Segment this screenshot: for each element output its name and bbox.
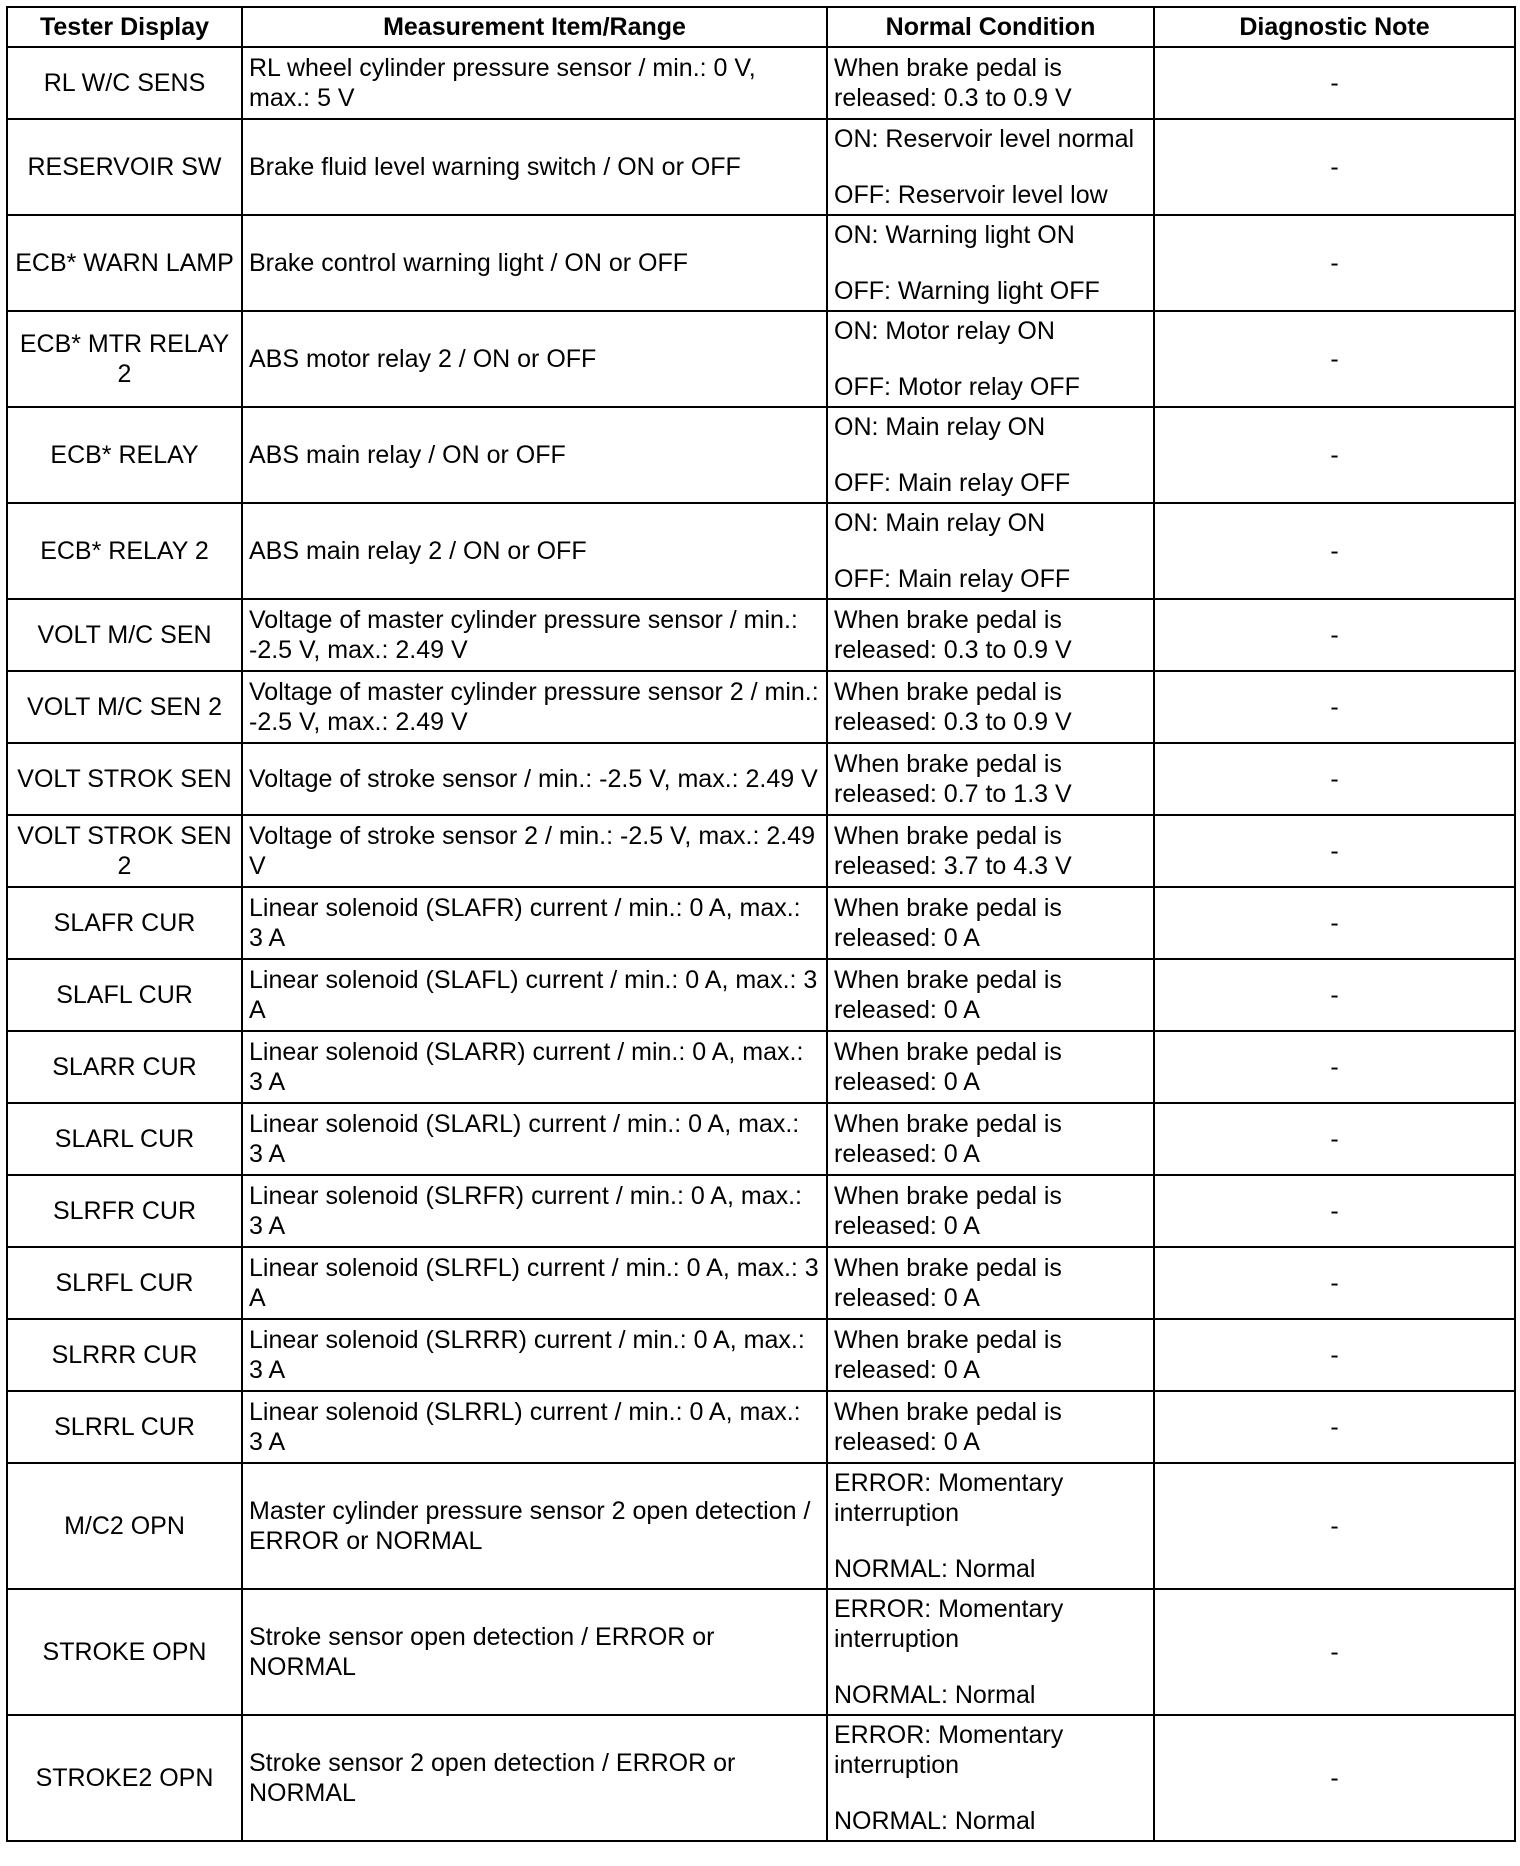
cell-tester-display: SLAFR CUR: [7, 887, 242, 959]
cell-diagnostic-note: -: [1154, 671, 1515, 743]
cell-normal-condition: [827, 1175, 1154, 1247]
condition-line: When brake pedal is released: 0.7 to 1.3 V: [834, 750, 1072, 808]
condition-line: When brake pedal is released: 0 A: [834, 894, 1062, 952]
cell-diagnostic-note: -: [1154, 1103, 1515, 1175]
cell-measurement-item: Linear solenoid (SLARL) current / min.: 0 A, max.: 3 A: [242, 1103, 827, 1175]
cell-diagnostic-note: -: [1154, 1247, 1515, 1319]
header-tester-display: Tester Display: [7, 7, 242, 47]
cell-measurement-item: ABS motor relay 2 / ON or OFF: [242, 311, 827, 407]
condition-line: ERROR: Momentary interruption: [834, 1595, 1064, 1653]
cell-diagnostic-note: -: [1154, 407, 1515, 503]
table-row: [7, 407, 1515, 503]
cell-tester-display: ECB* RELAY 2: [7, 503, 242, 599]
cell-measurement-item: Voltage of master cylinder pressure sensor / min.: -2.5 V, max.: 2.49 V: [242, 599, 827, 671]
cell-tester-display: M/C2 OPN: [7, 1463, 242, 1589]
cell-measurement-item: Master cylinder pressure sensor 2 open detection / ERROR or NORMAL: [242, 1463, 827, 1589]
cell-diagnostic-note: -: [1154, 959, 1515, 1031]
cell-measurement-item: ABS main relay / ON or OFF: [242, 407, 827, 503]
condition-line: OFF: Main relay OFF: [834, 469, 1071, 497]
cell-normal-condition: [827, 1463, 1154, 1589]
cell-diagnostic-note: -: [1154, 1463, 1515, 1589]
table-row: [7, 743, 1515, 815]
cell-diagnostic-note: -: [1154, 1175, 1515, 1247]
header-measurement-item: Measurement Item/Range: [242, 7, 827, 47]
cell-normal-condition: [827, 1103, 1154, 1175]
cell-measurement-item: Linear solenoid (SLRRL) current / min.: 0 A, max.: 3 A: [242, 1391, 827, 1463]
cell-normal-condition: [827, 215, 1154, 311]
cell-measurement-item: Linear solenoid (SLARR) current / min.: 0 A, max.: 3 A: [242, 1031, 827, 1103]
cell-normal-condition: [827, 503, 1154, 599]
cell-diagnostic-note: -: [1154, 1319, 1515, 1391]
cell-measurement-item: Brake control warning light / ON or OFF: [242, 215, 827, 311]
cell-tester-display: STROKE2 OPN: [7, 1715, 242, 1841]
condition-line: When brake pedal is released: 3.7 to 4.3 V: [834, 822, 1072, 880]
cell-measurement-item: Voltage of stroke sensor 2 / min.: -2.5 V, max.: 2.49 V: [242, 815, 827, 887]
condition-line: When brake pedal is released: 0 A: [834, 1110, 1062, 1168]
cell-tester-display: SLAFL CUR: [7, 959, 242, 1031]
table-row: [7, 1463, 1515, 1589]
cell-normal-condition: [827, 1247, 1154, 1319]
table-row: [7, 1175, 1515, 1247]
condition-line: ON: Motor relay ON: [834, 317, 1055, 345]
table-row: [7, 815, 1515, 887]
condition-line: OFF: Reservoir level low: [834, 181, 1108, 209]
cell-normal-condition: [827, 1715, 1154, 1841]
cell-tester-display: ECB* RELAY: [7, 407, 242, 503]
cell-measurement-item: Brake fluid level warning switch / ON or OFF: [242, 119, 827, 215]
condition-line: ON: Reservoir level normal: [834, 125, 1135, 153]
condition-spacer: [834, 1528, 1147, 1554]
table-row: [7, 959, 1515, 1031]
cell-normal-condition: [827, 311, 1154, 407]
table-row: [7, 1031, 1515, 1103]
cell-diagnostic-note: -: [1154, 887, 1515, 959]
cell-tester-display: VOLT STROK SEN: [7, 743, 242, 815]
cell-measurement-item: RL wheel cylinder pressure sensor / min.: 0 V, max.: 5 V: [242, 47, 827, 119]
cell-measurement-item: Voltage of master cylinder pressure sensor 2 / min.: -2.5 V, max.: 2.49 V: [242, 671, 827, 743]
cell-tester-display: RESERVOIR SW: [7, 119, 242, 215]
condition-line: When brake pedal is released: 0 A: [834, 1182, 1062, 1240]
cell-diagnostic-note: -: [1154, 119, 1515, 215]
cell-normal-condition: [827, 1589, 1154, 1715]
table-row: [7, 1715, 1515, 1841]
cell-normal-condition: [827, 47, 1154, 119]
cell-tester-display: RL W/C SENS: [7, 47, 242, 119]
condition-spacer: [834, 1780, 1147, 1806]
condition-line: When brake pedal is released: 0 A: [834, 1326, 1062, 1384]
condition-line: When brake pedal is released: 0.3 to 0.9 V: [834, 54, 1072, 112]
cell-normal-condition: [827, 671, 1154, 743]
cell-diagnostic-note: -: [1154, 1391, 1515, 1463]
cell-normal-condition: [827, 959, 1154, 1031]
cell-diagnostic-note: -: [1154, 743, 1515, 815]
cell-normal-condition: [827, 599, 1154, 671]
data-list-table: [6, 6, 1516, 1842]
header-row: [7, 7, 1515, 47]
cell-tester-display: SLARR CUR: [7, 1031, 242, 1103]
cell-measurement-item: Linear solenoid (SLRFR) current / min.: 0 A, max.: 3 A: [242, 1175, 827, 1247]
condition-spacer: [834, 250, 1147, 276]
condition-line: ON: Main relay ON: [834, 509, 1046, 537]
table-row: [7, 599, 1515, 671]
cell-measurement-item: Linear solenoid (SLAFR) current / min.: 0 A, max.: 3 A: [242, 887, 827, 959]
cell-diagnostic-note: -: [1154, 47, 1515, 119]
condition-line: When brake pedal is released: 0 A: [834, 1398, 1062, 1456]
cell-normal-condition: [827, 1391, 1154, 1463]
condition-line: When brake pedal is released: 0 A: [834, 966, 1062, 1024]
condition-line: NORMAL: Normal: [834, 1807, 1036, 1835]
table-body: [7, 47, 1515, 1841]
condition-line: OFF: Warning light OFF: [834, 277, 1100, 305]
cell-diagnostic-note: -: [1154, 503, 1515, 599]
cell-tester-display: SLRFL CUR: [7, 1247, 242, 1319]
cell-measurement-item: Linear solenoid (SLRFL) current / min.: 0 A, max.: 3 A: [242, 1247, 827, 1319]
cell-diagnostic-note: -: [1154, 311, 1515, 407]
cell-measurement-item: ABS main relay 2 / ON or OFF: [242, 503, 827, 599]
condition-line: When brake pedal is released: 0.3 to 0.9 V: [834, 678, 1072, 736]
condition-line: OFF: Main relay OFF: [834, 565, 1071, 593]
condition-spacer: [834, 346, 1147, 372]
cell-tester-display: VOLT M/C SEN 2: [7, 671, 242, 743]
table-row: [7, 1391, 1515, 1463]
cell-measurement-item: Stroke sensor open detection / ERROR or NORMAL: [242, 1589, 827, 1715]
cell-diagnostic-note: -: [1154, 599, 1515, 671]
condition-line: NORMAL: Normal: [834, 1555, 1036, 1583]
cell-normal-condition: [827, 1319, 1154, 1391]
table-row: [7, 671, 1515, 743]
cell-tester-display: ECB* WARN LAMP: [7, 215, 242, 311]
condition-line: ERROR: Momentary interruption: [834, 1469, 1064, 1527]
header-diagnostic-note: Diagnostic Note: [1154, 7, 1515, 47]
condition-line: When brake pedal is released: 0.3 to 0.9 V: [834, 606, 1072, 664]
table-row: [7, 503, 1515, 599]
cell-measurement-item: Stroke sensor 2 open detection / ERROR or NORMAL: [242, 1715, 827, 1841]
condition-spacer: [834, 154, 1147, 180]
cell-measurement-item: Linear solenoid (SLRRR) current / min.: 0 A, max.: 3 A: [242, 1319, 827, 1391]
cell-measurement-item: Voltage of stroke sensor / min.: -2.5 V, max.: 2.49 V: [242, 743, 827, 815]
cell-tester-display: STROKE OPN: [7, 1589, 242, 1715]
table-row: [7, 47, 1515, 119]
table-row: [7, 215, 1515, 311]
condition-line: ON: Main relay ON: [834, 413, 1046, 441]
header-normal-condition: Normal Condition: [827, 7, 1154, 47]
condition-line: When brake pedal is released: 0 A: [834, 1038, 1062, 1096]
condition-spacer: [834, 1654, 1147, 1680]
cell-tester-display: VOLT STROK SEN 2: [7, 815, 242, 887]
cell-normal-condition: [827, 119, 1154, 215]
condition-line: ON: Warning light ON: [834, 221, 1075, 249]
cell-normal-condition: [827, 407, 1154, 503]
cell-diagnostic-note: -: [1154, 215, 1515, 311]
cell-diagnostic-note: -: [1154, 815, 1515, 887]
condition-line: NORMAL: Normal: [834, 1681, 1036, 1709]
condition-spacer: [834, 442, 1147, 468]
table-row: [7, 119, 1515, 215]
table-row: [7, 887, 1515, 959]
cell-normal-condition: [827, 1031, 1154, 1103]
cell-normal-condition: [827, 815, 1154, 887]
cell-tester-display: ECB* MTR RELAY 2: [7, 311, 242, 407]
cell-tester-display: VOLT M/C SEN: [7, 599, 242, 671]
cell-normal-condition: [827, 887, 1154, 959]
table-row: [7, 311, 1515, 407]
table-row: [7, 1589, 1515, 1715]
data-list-sheet: [6, 6, 1516, 1842]
condition-line: When brake pedal is released: 0 A: [834, 1254, 1062, 1312]
condition-line: ERROR: Momentary interruption: [834, 1721, 1064, 1779]
condition-line: OFF: Motor relay OFF: [834, 373, 1080, 401]
cell-diagnostic-note: -: [1154, 1589, 1515, 1715]
condition-spacer: [834, 538, 1147, 564]
cell-tester-display: SLRRL CUR: [7, 1391, 242, 1463]
cell-tester-display: SLRRR CUR: [7, 1319, 242, 1391]
cell-diagnostic-note: -: [1154, 1031, 1515, 1103]
table-row: [7, 1247, 1515, 1319]
cell-normal-condition: [827, 743, 1154, 815]
cell-measurement-item: Linear solenoid (SLAFL) current / min.: 0 A, max.: 3 A: [242, 959, 827, 1031]
table-row: [7, 1103, 1515, 1175]
cell-tester-display: SLARL CUR: [7, 1103, 242, 1175]
cell-diagnostic-note: -: [1154, 1715, 1515, 1841]
table-row: [7, 1319, 1515, 1391]
cell-tester-display: SLRFR CUR: [7, 1175, 242, 1247]
